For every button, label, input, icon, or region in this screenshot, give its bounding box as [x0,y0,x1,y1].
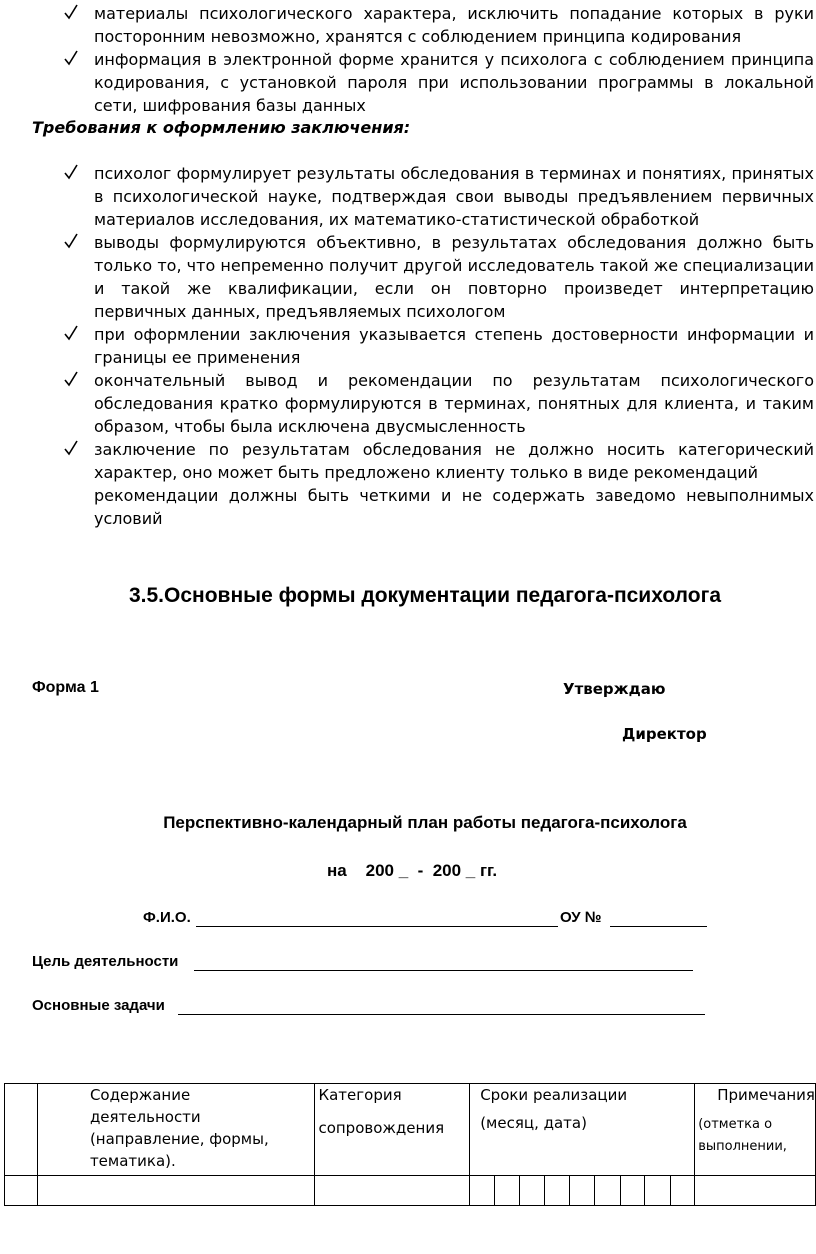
list-item [0,438,816,484]
plan-table [4,1083,816,1206]
table-cell[interactable] [520,1176,545,1206]
table-header-row [5,1084,816,1176]
table-cell[interactable] [544,1176,570,1206]
plan-title: Перспективно-календарный план работы педагога-психолога [163,813,687,832]
checkmark-icon [64,439,78,457]
school-number-blank-line [610,926,707,927]
table-cell[interactable] [37,1176,315,1206]
tasks-label: Основные задачи [32,997,165,1014]
checkmark-icon [64,370,78,388]
list-item-text: при оформлении заключения указывается степень достоверности информации и границы ее применения [94,325,814,367]
plan-years: на 200 _ - 200 _ гг. [327,861,498,880]
table-cell[interactable] [645,1176,671,1206]
table-cell[interactable] [695,1176,816,1206]
table-cell[interactable] [670,1176,695,1206]
table-cell[interactable] [5,1176,38,1206]
list-item-text: выводы формулируются объективно, в результатах обследования должно быть только то, что непременно получит другой исследователь такой же специализации и такой же квалификации, если он повторно произведет интерпретацию первичных данных, предъявляемых психологом [94,233,814,321]
list-item [0,48,816,117]
checkmark-icon [64,163,78,181]
list-item [0,369,816,438]
tasks-blank-line [178,1014,705,1015]
table-row [5,1176,816,1206]
goal-blank-line [194,970,693,971]
fio-blank-line [196,926,558,927]
checkmark-icon [64,324,78,342]
table-cell[interactable] [620,1176,645,1206]
list-item-text: окончательный вывод и рекомендации по результатам психологического обследования кратко формулируются в терминах, понятных для клиента, и таким образом, чтобы была исключена двусмысленность [94,371,814,436]
list-item-continuation [0,484,816,530]
form-label: Форма 1 [32,679,99,696]
table-cell [5,1084,38,1176]
table-cell[interactable] [315,1176,470,1206]
school-number-label: ОУ № [560,909,602,926]
approve-label: Утверждаю [563,680,666,698]
table-header-category: Категория сопровождения [315,1084,470,1176]
fio-label: Ф.И.О. [143,909,191,926]
list-item-text: заключение по результатам обследования не должно носить категорический характер, оно может быть предложено клиенту только в виде рекомендаций [94,440,814,482]
table-header-terms: Сроки реализации (месяц, дата) [470,1084,695,1176]
chapter-title: 3.5.Основные формы документации педагога-психолога [128,584,721,607]
table-header-content: Содержание деятельности (направление, формы, тематика). [37,1084,315,1176]
storage-rules-list [0,2,816,117]
table-header-notes: Примечания (отметка о выполнении, [695,1084,816,1176]
list-item-text: рекомендации должны быть четкими и не содержать заведомо невыполнимых условий [94,486,814,528]
section-heading: Требования к оформлению заключения: [32,118,411,137]
director-label: Директор [622,725,707,743]
table-cell[interactable] [494,1176,520,1206]
table-cell[interactable] [570,1176,595,1206]
checkmark-icon [64,49,78,67]
table-cell[interactable] [470,1176,495,1206]
checkmark-icon [64,3,78,21]
list-item-text: психолог формулирует результаты обследования в терминах и понятиях, принятых в психологической науке, подтверждая свои выводы предъявлением первичных материалов исследования, их математико-статистической обработкой [94,164,814,229]
list-item [0,162,816,231]
list-item-text: информация в электронной форме хранится у психолога с соблюдением принципа кодирования, с установкой пароля при использовании программы в локальной сети, шифрования базы данных [94,50,814,115]
list-item [0,323,816,369]
checkmark-icon [64,232,78,250]
table-cell[interactable] [594,1176,620,1206]
list-item [0,231,816,323]
list-item-text: материалы психологического характера, исключить попадание которых в руки посторонним невозможно, хранятся с соблюдением принципа кодирования [94,4,814,46]
conclusion-requirements-list [0,162,816,530]
list-item [0,2,816,48]
goal-label: Цель деятельности [32,953,179,970]
